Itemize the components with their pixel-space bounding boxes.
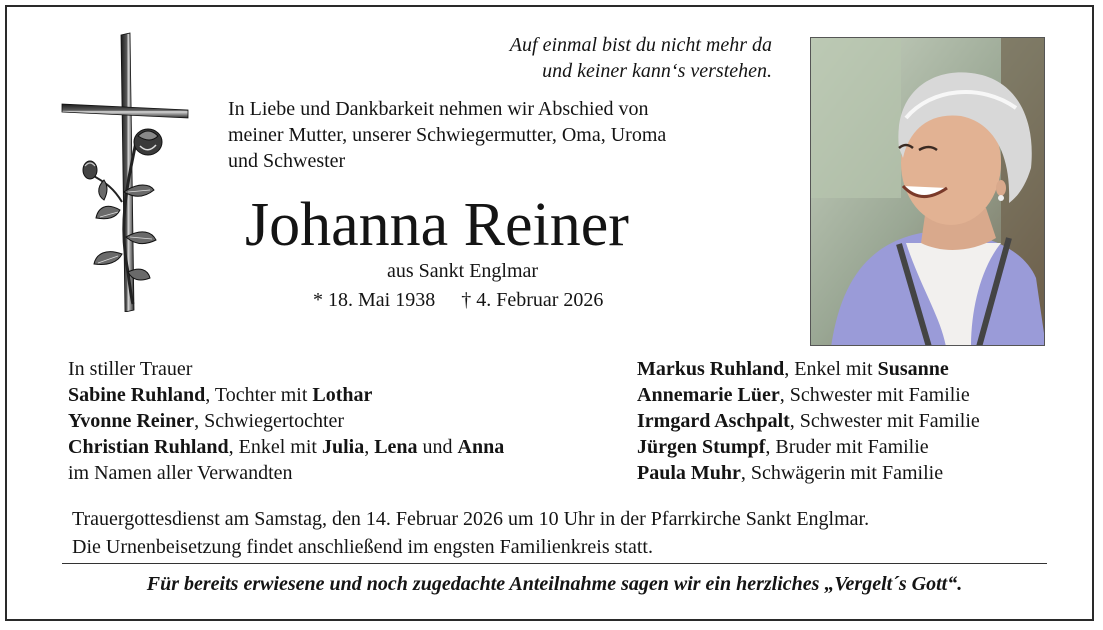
birth-date: * 18. Mai 1938 [313,289,436,311]
portrait-image [811,38,1045,346]
quote-line-2: und keiner kann‘s verstehen. [542,60,772,82]
deceased-name: Johanna Reiner [245,191,629,259]
mourner-row: Yvonne Reiner, Schwiegertochter [68,410,345,432]
life-dates [313,287,603,313]
deceased-origin: aus Sankt Englmar [387,260,539,282]
mourner-row: Paula Muhr, Schwägerin mit Familie [637,462,944,484]
service-line-1: Trauergottesdienst am Samstag, den 14. Februar 2026 um 10 Uhr in der Pfarrkirche Sankt Englmar. [72,508,870,530]
mourners-right [637,356,980,486]
quote-line-1: Auf einmal bist du nicht mehr da [509,34,772,56]
divider [62,563,1047,564]
death-date: † 4. Februar 2026 [461,289,604,311]
intro-text [228,96,788,174]
portrait-photo [810,37,1045,346]
intro-line-3: und Schwester [228,150,346,172]
service-info [72,505,869,561]
mourner-row: Jürgen Stumpf, Bruder mit Familie [637,436,929,458]
memorial-quote [380,32,772,84]
mourner-row: Annemarie Lüer, Schwester mit Familie [637,384,970,406]
intro-line-2: meiner Mutter, unserer Schwiegermutter, Oma, Uroma [228,124,667,146]
intro-line-1: In Liebe und Dankbarkeit nehmen wir Abschied von [228,98,649,120]
thanks-line: Für bereits erwiesene und noch zugedachte Anteilnahme sagen wir ein herzliches „Vergelt´s Gott“. [146,573,963,595]
mourner-row: Christian Ruhland, Enkel mit Julia, Lena und Anna [68,436,505,458]
mourners-heading: In stiller Trauer [68,358,193,380]
mourner-row: Sabine Ruhland, Tochter mit Lothar [68,384,373,406]
service-line-2: Die Urnenbeisetzung findet anschließend im engsten Familienkreis statt. [72,536,653,558]
cross-with-rose-icon [58,32,193,312]
mourner-row: Irmgard Aschpalt, Schwester mit Familie [637,410,980,432]
mourners-left [68,356,504,486]
mourner-row: Markus Ruhland, Enkel mit Susanne [637,358,949,380]
mourners-footer: im Namen aller Verwandten [68,462,293,484]
